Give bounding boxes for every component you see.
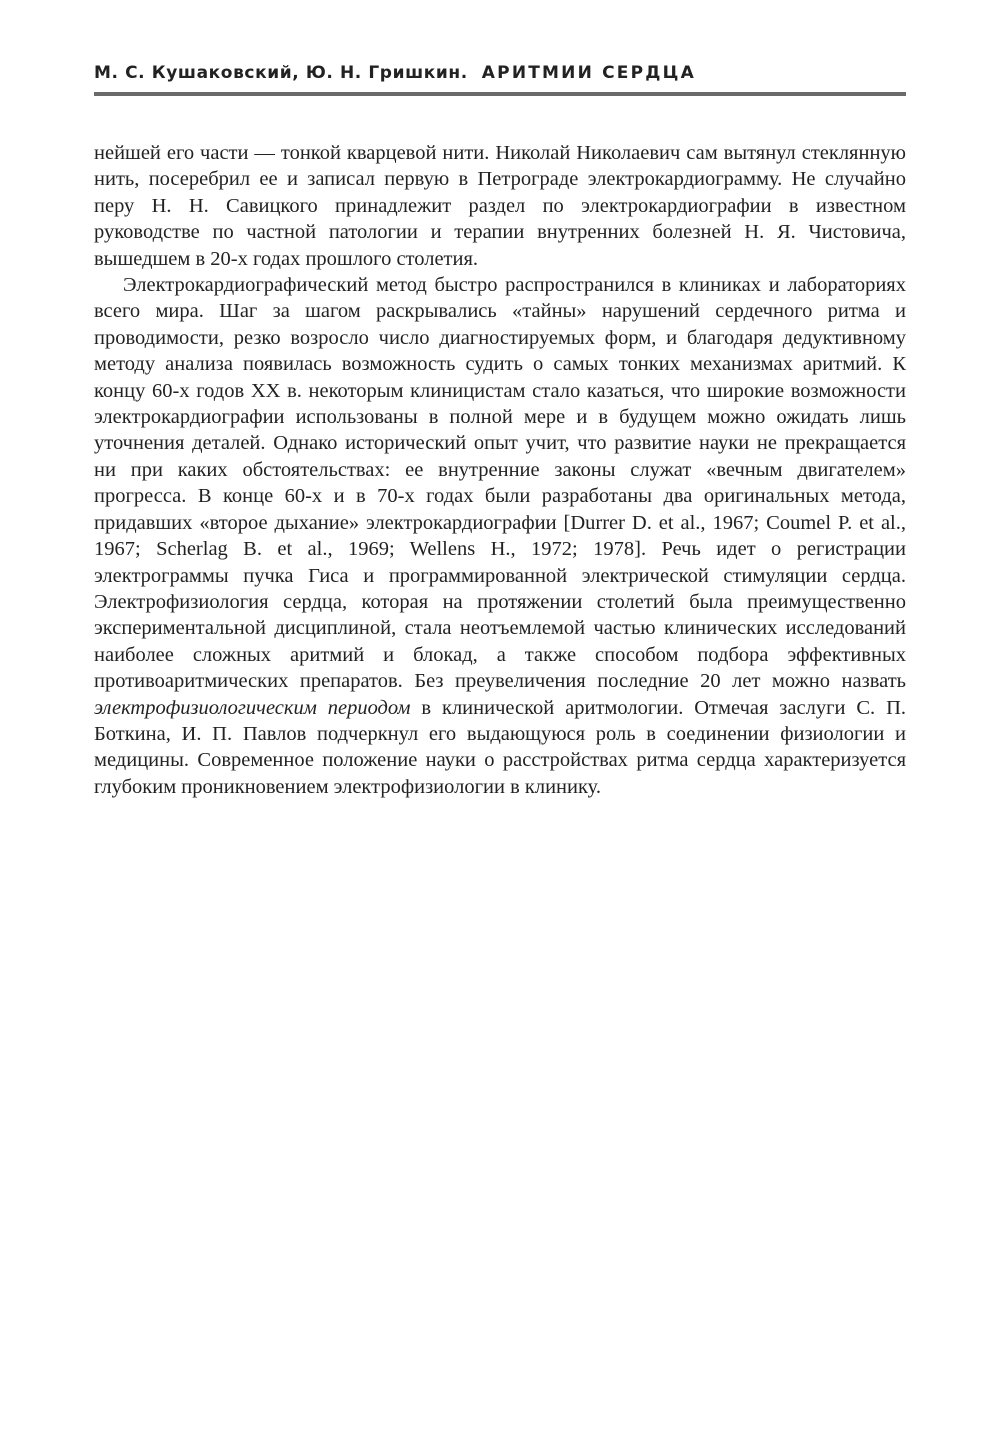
body-text (94, 140, 906, 800)
paragraph-2-text-a: Электрокардиографический метод быстро распространился в клиниках и лабораториях всего мира. Шаг за шагом раскрывались «тайны» нарушений сердечного ритма и проводимости, резко возросло число диагностируемых форм, и благодаря дедуктивному методу анализа появилась возможность судить о самых тонких механизмах аритмий. К концу 60-х годов XX в. некоторым клиницистам стало казаться, что широкие возможности электрокардиографии использованы в полной мере и в будущем можно ожидать лишь уточнения деталей. Однако исторический опыт учит, что развитие науки не прекращается ни при каких обстоятельствах: ее внутренние законы служат «вечным двигателем» прогресса. В конце 60-х и в 70-х годах были разработаны два оригинальных метода, придавших «второе дыхание» электрокардиографии [Durrer D. et al., 1967; Coumel P. et al., 1967; Scherlag B. et al., 1969; Wellens H., 1972; 1978]. Речь идет о регистрации электрограммы пучка Гиса и программированной электрической стимуляции сердца. Электрофизиология сердца, которая на протяжении столетий была преимущественно экспериментальной дисциплиной, стала неотъемлемой частью клинических исследований наиболее сложных аритмий и блокад, а также способом подбора эффективных противоаритмических препаратов. Без преувеличения последние 20 лет можно назвать (94, 274, 906, 693)
paragraph-1: нейшей его части — тонкой кварцевой нити. Николай Николаевич сам вытянул стеклянную нить, посеребрил ее и записал первую в Петрограде электрокардиограмму. Не случайно перу Н. Н. Савицкого принадлежит раздел по электрокардиографии в известном руководстве по частной патологии и терапии внутренних болезней Н. Я. Чистовича, вышедшем в 20-х годах прошлого столетия. (94, 142, 906, 270)
paragraph-2-text-b: в клинической аритмологии. Отмечая заслуги С. П. Боткина, И. П. Павлов подчеркнул его выдающуюся роль в соединении физиологии и медицины. Современное положение науки о расстройствах ритма сердца характеризуется глубоким проникновением электрофизиологии в клинику. (94, 696, 907, 798)
paragraph-2 (94, 272, 906, 800)
header-rule (94, 92, 906, 96)
paragraph-2-italic-term: электрофизиологическим периодом (94, 696, 411, 719)
running-head-title: АРИТМИИ СЕРДЦА (481, 63, 696, 83)
running-head (94, 63, 906, 83)
running-head-authors: М. С. Кушаковский, Ю. Н. Гришкин. (94, 63, 468, 83)
